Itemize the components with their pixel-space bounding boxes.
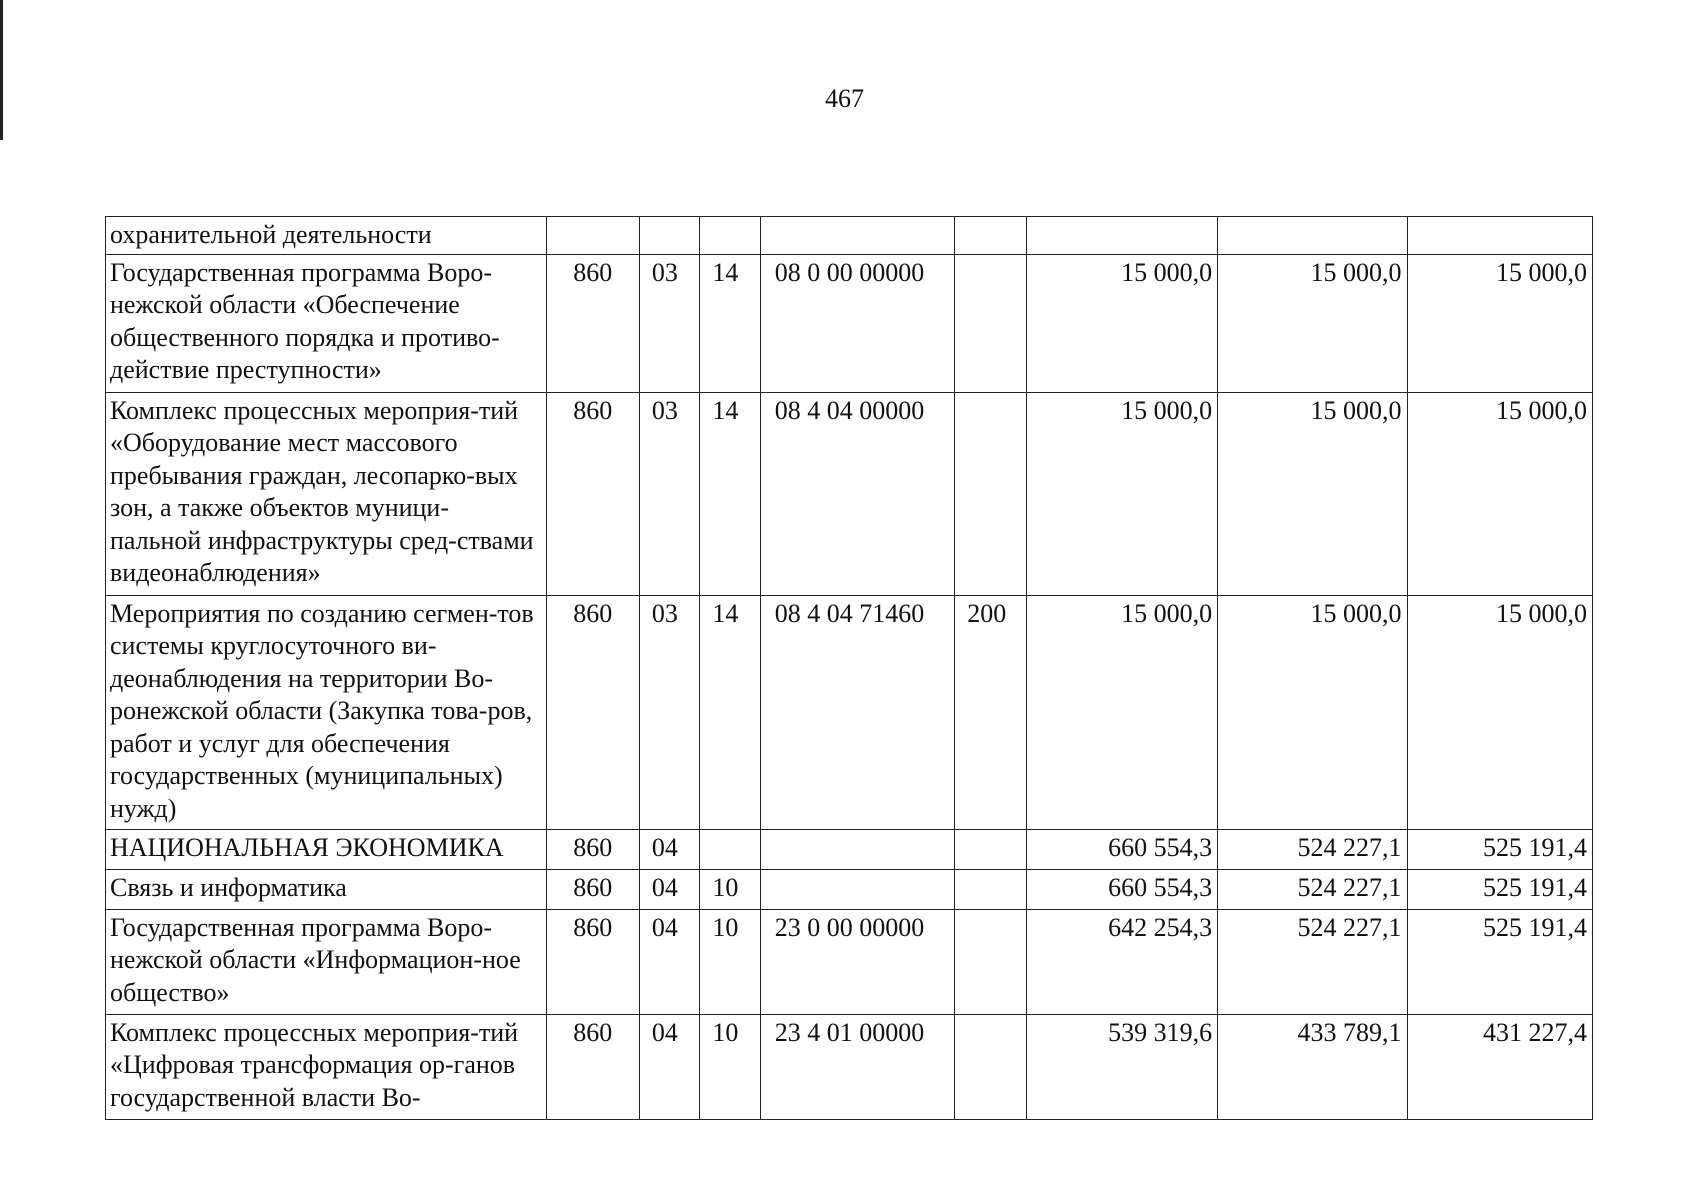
cell-sum-2: 433 789,1 xyxy=(1218,1014,1407,1119)
cell-pr: 10 xyxy=(700,909,760,1014)
cell-csr: 08 0 00 00000 xyxy=(760,254,954,392)
cell-sum-1: 15 000,0 xyxy=(1026,254,1217,392)
row-name: НАЦИОНАЛЬНАЯ ЭКОНОМИКА xyxy=(106,829,547,869)
cell-sum-3: 15 000,0 xyxy=(1407,595,1592,829)
row-name: Мероприятия по созданию сегмен-тов системы круглосуточного ви-деонаблюдения на территории Во-ронежской области (Закупка това-ров, работ и услуг для обеспечения государственных (муниципальных) нужд) xyxy=(106,595,547,829)
cell-vr xyxy=(955,869,1027,909)
cell-csr xyxy=(760,869,954,909)
budget-table xyxy=(105,216,1593,1120)
cell-pr: 10 xyxy=(700,1014,760,1119)
table-row xyxy=(106,1014,1593,1119)
cell-rz: 03 xyxy=(639,254,699,392)
cell-sum-1: 642 254,3 xyxy=(1026,909,1217,1014)
cell-pr: 14 xyxy=(700,392,760,595)
cell-sum-2: 524 227,1 xyxy=(1218,869,1407,909)
cell-rz: 03 xyxy=(639,392,699,595)
cell-rz: 03 xyxy=(639,595,699,829)
cell-rz: 04 xyxy=(639,869,699,909)
cell-pr: 10 xyxy=(700,869,760,909)
cell-sum-1: 660 554,3 xyxy=(1026,829,1217,869)
cell-sum-3: 15 000,0 xyxy=(1407,254,1592,392)
row-name: Связь и информатика xyxy=(106,869,547,909)
cell-rz: 04 xyxy=(639,1014,699,1119)
row-name: охранительной деятельности xyxy=(106,217,547,255)
cell-ved: 860 xyxy=(547,909,640,1014)
table-row xyxy=(106,595,1593,829)
cell-sum-2: 524 227,1 xyxy=(1218,829,1407,869)
cell-sum-3: 431 227,4 xyxy=(1407,1014,1592,1119)
cell-vr xyxy=(955,1014,1027,1119)
cell-sum-2: 15 000,0 xyxy=(1218,254,1407,392)
table-row xyxy=(106,829,1593,869)
cell-vr xyxy=(955,254,1027,392)
cell-ved: 860 xyxy=(547,869,640,909)
table-row xyxy=(106,909,1593,1014)
cell-csr: 23 4 01 00000 xyxy=(760,1014,954,1119)
cell-pr: 14 xyxy=(700,254,760,392)
cell-vr xyxy=(955,217,1027,255)
row-name: Комплекс процессных мероприя-тий «Оборудование мест массового пребывания граждан, лесопарко-вых зон, а также объектов муници-пальной инфраструктуры сред-ствами видеонаблюдения» xyxy=(106,392,547,595)
cell-ved: 860 xyxy=(547,392,640,595)
cell-csr: 23 0 00 00000 xyxy=(760,909,954,1014)
cell-sum-1 xyxy=(1026,217,1217,255)
cell-ved: 860 xyxy=(547,254,640,392)
cell-csr: 08 4 04 71460 xyxy=(760,595,954,829)
cell-sum-3: 525 191,4 xyxy=(1407,909,1592,1014)
cell-ved: 860 xyxy=(547,1014,640,1119)
cell-sum-1: 15 000,0 xyxy=(1026,392,1217,595)
cell-pr xyxy=(700,217,760,255)
scan-edge-mark xyxy=(0,0,3,140)
cell-rz: 04 xyxy=(639,909,699,1014)
cell-sum-1: 660 554,3 xyxy=(1026,869,1217,909)
cell-ved xyxy=(547,217,640,255)
row-name: Комплекс процессных мероприя-тий «Цифровая трансформация ор-ганов государственной власти Во- xyxy=(106,1014,547,1119)
cell-sum-1: 15 000,0 xyxy=(1026,595,1217,829)
cell-sum-2: 15 000,0 xyxy=(1218,392,1407,595)
cell-csr: 08 4 04 00000 xyxy=(760,392,954,595)
table-row xyxy=(106,869,1593,909)
cell-sum-3: 15 000,0 xyxy=(1407,392,1592,595)
cell-vr xyxy=(955,829,1027,869)
table-row xyxy=(106,217,1593,255)
cell-vr: 200 xyxy=(955,595,1027,829)
cell-sum-3: 525 191,4 xyxy=(1407,829,1592,869)
cell-ved: 860 xyxy=(547,595,640,829)
cell-ved: 860 xyxy=(547,829,640,869)
cell-pr xyxy=(700,829,760,869)
table-row xyxy=(106,392,1593,595)
cell-vr xyxy=(955,909,1027,1014)
cell-rz: 04 xyxy=(639,829,699,869)
cell-sum-2: 15 000,0 xyxy=(1218,595,1407,829)
table-row xyxy=(106,254,1593,392)
cell-sum-2 xyxy=(1218,217,1407,255)
cell-sum-3: 525 191,4 xyxy=(1407,869,1592,909)
cell-sum-1: 539 319,6 xyxy=(1026,1014,1217,1119)
cell-sum-2: 524 227,1 xyxy=(1218,909,1407,1014)
cell-sum-3 xyxy=(1407,217,1592,255)
cell-pr: 14 xyxy=(700,595,760,829)
page-number: 467 xyxy=(825,84,864,113)
cell-vr xyxy=(955,392,1027,595)
cell-csr xyxy=(760,829,954,869)
cell-rz xyxy=(639,217,699,255)
cell-csr xyxy=(760,217,954,255)
row-name: Государственная программа Воро-нежской области «Обеспечение общественного порядка и противо-действие преступности» xyxy=(106,254,547,392)
row-name: Государственная программа Воро-нежской области «Информацион-ное общество» xyxy=(106,909,547,1014)
